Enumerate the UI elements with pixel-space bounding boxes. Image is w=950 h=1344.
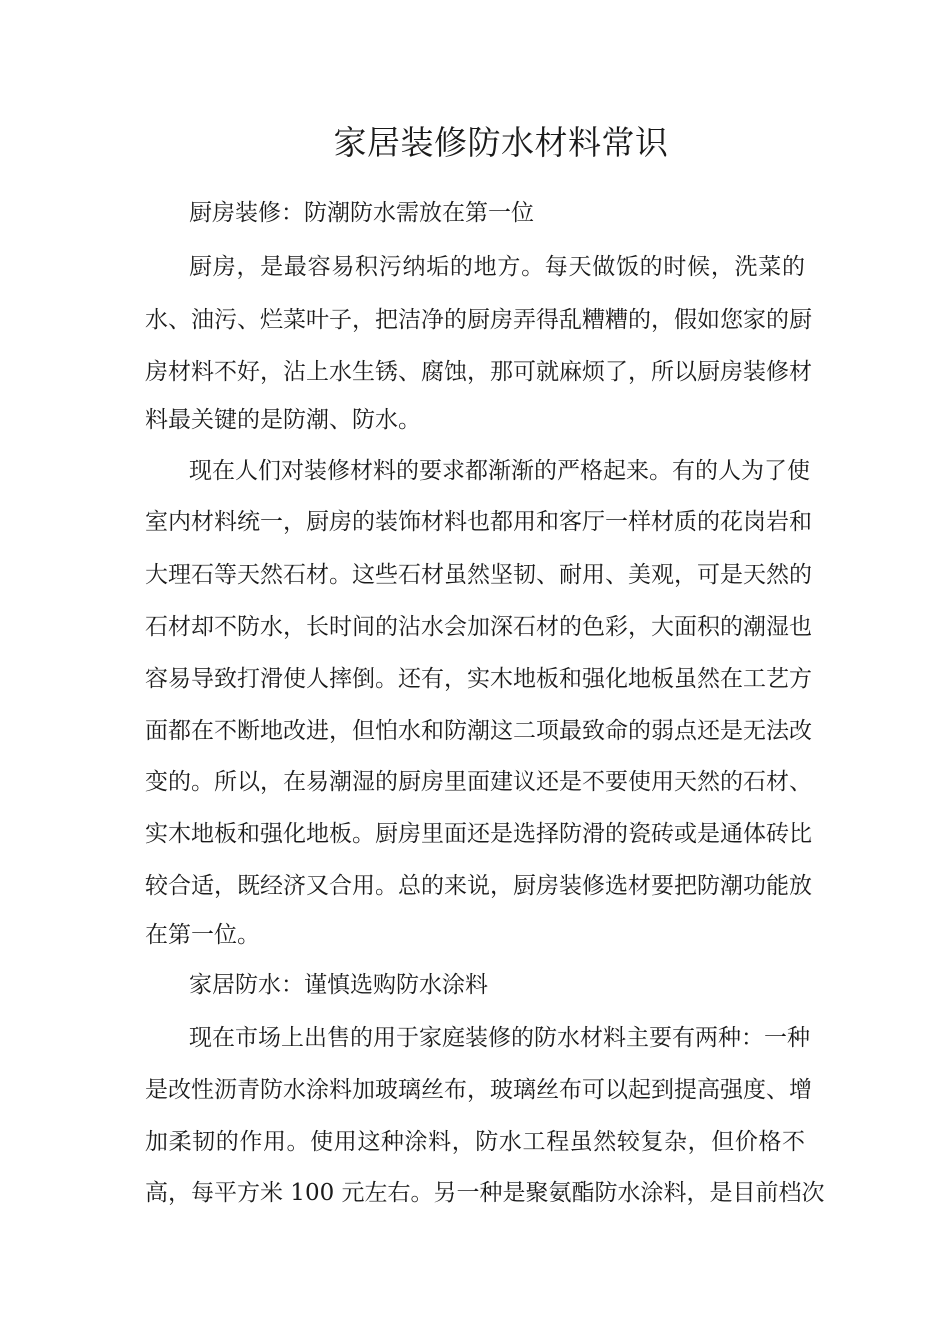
document-title: 家居装修防水材料常识 [333, 123, 669, 162]
paragraph-line: 水、油污、烂菜叶子，把洁净的厨房弄得乱糟糟的，假如您家的厨 [145, 307, 812, 333]
paragraph-line: 实木地板和强化地板。厨房里面还是选择防滑的瓷砖或是通体砖比 [145, 821, 812, 847]
paragraph-line: 在第一位。 [145, 922, 260, 948]
section-heading-waterproofing: 家居防水：谨慎选购防水涂料 [189, 972, 488, 998]
paragraph-line: 高，每平方米 100 元左右。另一种是聚氨酯防水涂料，是目前档次 [145, 1180, 825, 1206]
paragraph-line: 石材却不防水，长时间的沾水会加深石材的色彩，大面积的潮湿也 [145, 614, 812, 640]
paragraph-line: 大理石等天然石材。这些石材虽然坚韧、耐用、美观，可是天然的 [145, 562, 812, 588]
paragraph-line: 房材料不好，沾上水生锈、腐蚀，那可就麻烦了，所以厨房装修材 [145, 359, 812, 385]
paragraph-line: 厨房，是最容易积污纳垢的地方。每天做饭的时候，洗菜的 [189, 254, 805, 280]
paragraph-line: 室内材料统一，厨房的装饰材料也都用和客厅一样材质的花岗岩和 [145, 509, 812, 535]
paragraph-line: 料最关键的是防潮、防水。 [145, 407, 421, 433]
section-heading-kitchen: 厨房装修：防潮防水需放在第一位 [189, 200, 534, 226]
paragraph-line: 是改性沥青防水涂料加玻璃丝布，玻璃丝布可以起到提高强度、增 [145, 1077, 812, 1103]
paragraph-line: 现在市场上出售的用于家庭装修的防水材料主要有两种：一种 [189, 1025, 810, 1051]
paragraph-line: 容易导致打滑使人摔倒。还有，实木地板和强化地板虽然在工艺方 [145, 666, 812, 692]
paragraph-line: 较合适，既经济又合用。总的来说，厨房装修选材要把防潮功能放 [145, 873, 812, 899]
paragraph-line: 现在人们对装修材料的要求都渐渐的严格起来。有的人为了使 [189, 458, 810, 484]
paragraph-line: 变的。所以，在易潮湿的厨房里面建议还是不要使用天然的石材、 [145, 769, 812, 795]
paragraph-line: 加柔韧的作用。使用这种涂料，防水工程虽然较复杂，但价格不 [145, 1129, 805, 1155]
paragraph-line: 面都在不断地改进，但怕水和防潮这二项最致命的弱点还是无法改 [145, 718, 812, 744]
